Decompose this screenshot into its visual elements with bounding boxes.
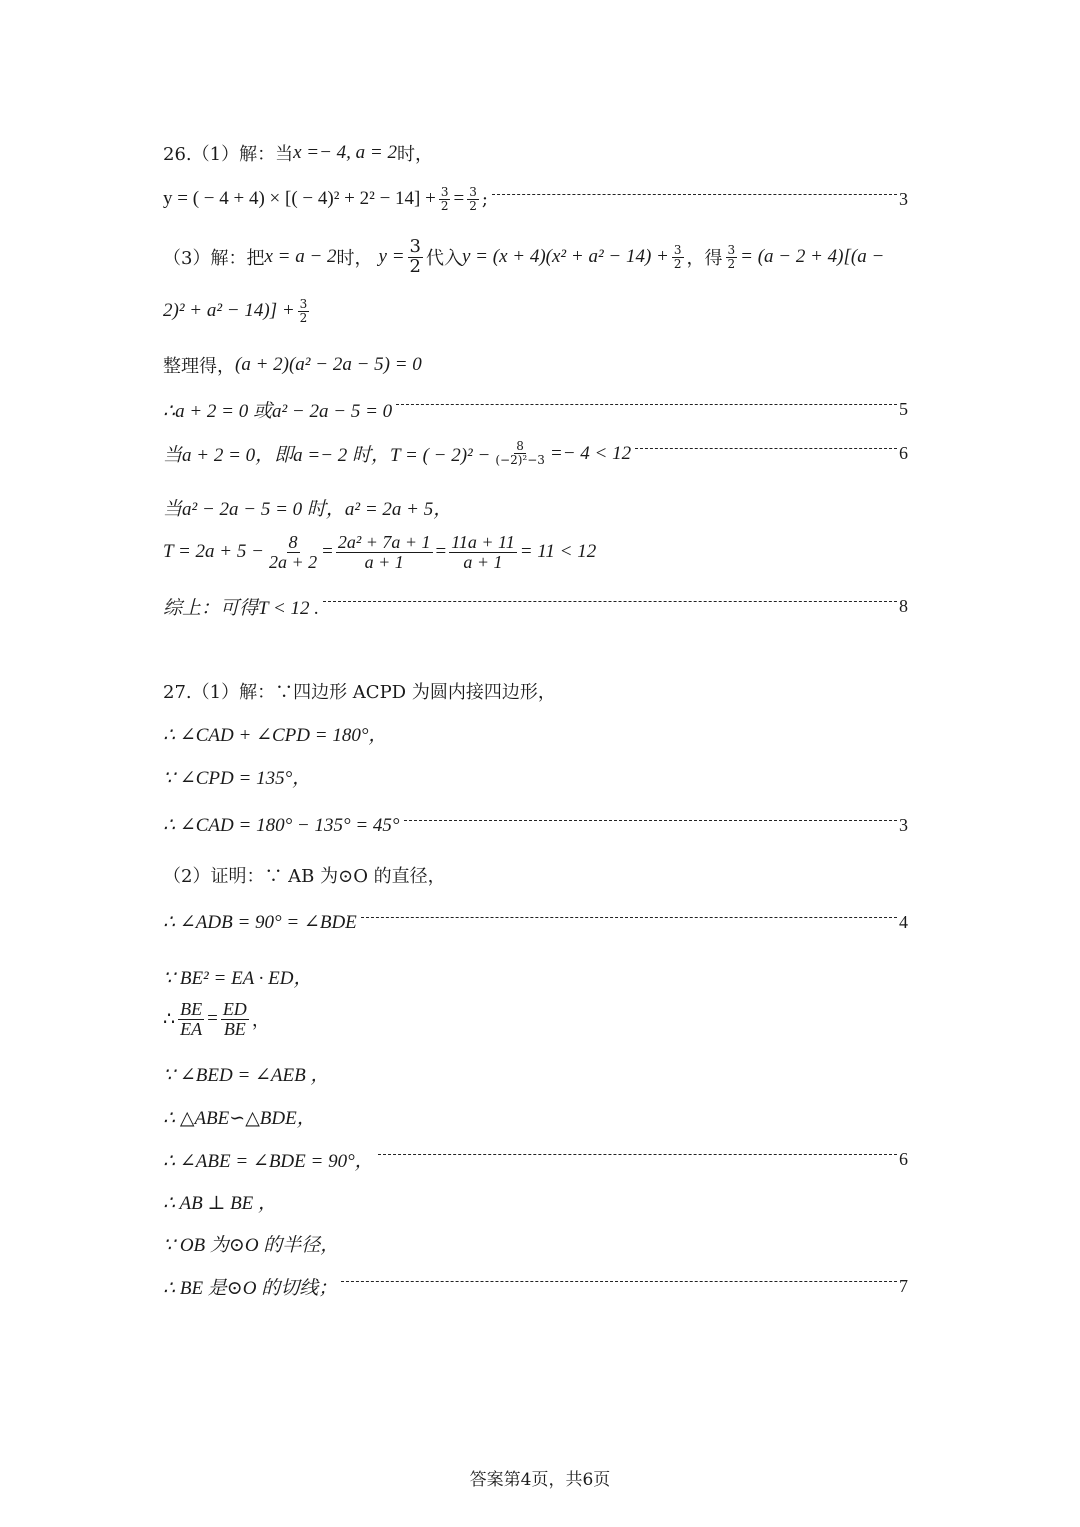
q27-l11: ∴ ∠ABE = ∠BDE = 90°， — [163, 1151, 374, 1172]
q26-l6: ∴a + 2 = 0 或a² − 2a − 5 = 0 — [163, 401, 393, 422]
fraction-3-over-2: $\frac{3}{2}$ — [299, 297, 308, 325]
q27-line-11 — [163, 1146, 908, 1173]
q26-line-1 — [163, 140, 908, 166]
leader-line — [635, 448, 897, 449]
fraction-ed-over-be: $\frac{ED}{BE}$ — [222, 999, 247, 1039]
leader-line — [396, 404, 897, 405]
q26-l3-d: y = — [378, 246, 405, 268]
fraction-quadratic: $\frac{\text{2a² + 7a + 1}}{a + 1}$ — [337, 532, 431, 572]
q27-l9: ∵ ∠BED = ∠AEB ， — [163, 1065, 330, 1086]
fraction-8-over-expr: $\frac{8}{\text{(−2)²−3}}$ — [495, 439, 545, 467]
q26-l3-g: ，得 — [686, 248, 723, 270]
q27-l12: ∴ AB ⊥ BE ， — [163, 1193, 278, 1214]
score-mark: 5 — [899, 399, 908, 419]
leader-line — [378, 1154, 897, 1155]
q26-line-9 — [163, 533, 908, 572]
q26-l5-a: 整理得， — [163, 356, 235, 377]
q27-l14: ∴ BE 是⊙O 的切线； — [163, 1278, 338, 1299]
fraction-3-over-2: $\frac{3}{2}$ — [440, 185, 449, 213]
q27-line-12 — [163, 1188, 908, 1215]
q26-l1-text: 26.（1）解：当 — [163, 144, 294, 165]
q26-line-6 — [163, 396, 908, 423]
q26-l2-math: y = ( − 4 + 4) × [( − 4)² + 2² − 14] + — [163, 188, 436, 210]
q26-l10: 综上：可得T < 12 . — [163, 598, 320, 619]
q26-line-5 — [163, 352, 908, 378]
equals-sign: = — [322, 541, 333, 563]
fraction-3-over-2-large: $\frac{3}{2}$ — [409, 236, 421, 277]
q26-line-8 — [163, 494, 908, 521]
q26-l4: 2)² + a² − 14)] + — [163, 300, 295, 322]
q26-l9-end: = 11 < 12 — [519, 541, 597, 563]
q27-line-1 — [163, 678, 908, 704]
q26-line-4 — [163, 298, 908, 324]
leader-line — [323, 601, 897, 602]
q26-l5-b: (a + 2)(a² − 2a − 5) = 0 — [235, 354, 422, 375]
q27-line-14 — [163, 1273, 908, 1300]
fraction-11a: $\frac{11a + 11}{a + 1}$ — [451, 532, 515, 572]
q27-line-7 — [163, 963, 908, 990]
q27-l10: ∴ △ABE∽△BDE， — [163, 1108, 316, 1129]
q26-l7-b: =− 4 < 12 — [549, 442, 632, 464]
q26-l2-end: ; — [481, 188, 488, 210]
leader-line — [341, 1281, 897, 1282]
q27-line-4 — [163, 814, 908, 837]
q26-l3-b: x = a − 2 — [264, 246, 337, 268]
score-mark: 3 — [899, 815, 908, 835]
q27-l13: ∵ OB 为⊙O 的半径， — [163, 1235, 340, 1256]
q27-l8-therefore: ∴ — [163, 1008, 176, 1030]
fraction-3-over-2: $\frac{3}{2}$ — [469, 185, 477, 213]
score-mark: 3 — [899, 188, 908, 209]
q27-l4: ∴ ∠CAD = 180° − 135° = 45° — [163, 815, 400, 836]
q26-l7-a: 当a + 2 = 0，即a =− 2 时，T = ( − 2)² − — [163, 445, 491, 466]
q27-l5: （2）证明：∵ AB 为⊙O 的直径， — [163, 866, 446, 887]
q26-l1-end: 时， — [396, 144, 433, 165]
q26-line-10 — [163, 593, 908, 620]
equals-sign: = — [435, 541, 447, 563]
q27-line-6 — [163, 911, 908, 934]
q27-line-10 — [163, 1103, 908, 1130]
q26-l8: 当a² − 2a − 5 = 0 时，a² = 2a + 5， — [163, 499, 453, 520]
equals-sign: = — [207, 1008, 218, 1030]
q27-line-9 — [163, 1060, 908, 1087]
score-mark: 8 — [899, 596, 908, 616]
q27-line-13 — [163, 1230, 908, 1257]
fraction-3-over-2: $\frac{3}{2}$ — [727, 243, 736, 271]
page-footer: 答案第4页，共6页 — [469, 1470, 611, 1490]
q27-line-8 — [163, 1000, 908, 1039]
q27-line-5 — [163, 862, 908, 888]
q26-line-2 — [163, 186, 908, 212]
q26-l2-eq: = — [453, 188, 465, 210]
q26-l3-h: = (a − 2 + 4)[(a − — [740, 246, 885, 268]
q27-l2: ∴ ∠CAD + ∠CPD = 180°， — [163, 725, 388, 746]
score-mark: 7 — [899, 1276, 908, 1296]
score-mark: 6 — [899, 1149, 908, 1169]
q27-line-2 — [163, 720, 908, 747]
q26-l3-a: （3）解：把 — [163, 248, 265, 270]
q26-l1-math: x =− 4, a = 2 — [293, 142, 397, 163]
fraction-8-over-2a2: $\frac{8}{2a + 2}$ — [268, 532, 318, 572]
q27-l3: ∵ ∠CPD = 135°， — [163, 768, 312, 789]
leader-line — [361, 917, 897, 918]
q27-l8-end: ， — [251, 1010, 270, 1032]
q27-l1: 27.（1）解：∵四边形 ACPD 为圆内接四边形， — [163, 682, 556, 703]
leader-line — [404, 820, 897, 821]
q26-l3-c: 时， — [336, 248, 373, 270]
leader-line — [492, 194, 897, 195]
q26-line-3 — [163, 238, 908, 277]
q27-l6: ∴ ∠ADB = 90° = ∠BDE — [163, 912, 357, 933]
q26-l3-e: 代入 — [426, 248, 462, 270]
q27-line-3 — [163, 763, 908, 790]
score-mark: 4 — [899, 912, 908, 932]
fraction-be-over-ea: $\frac{BE}{EA}$ — [180, 999, 203, 1039]
q26-line-7 — [163, 440, 908, 467]
q26-l9-a: T = 2a + 5 − — [163, 541, 264, 563]
score-mark: 6 — [899, 443, 908, 463]
q26-l3-f: y = (x + 4)(x² + a² − 14) + — [462, 246, 669, 268]
fraction-3-over-2: $\frac{3}{2}$ — [673, 243, 682, 271]
q27-l7: ∵ BE² = EA · ED， — [163, 968, 313, 989]
